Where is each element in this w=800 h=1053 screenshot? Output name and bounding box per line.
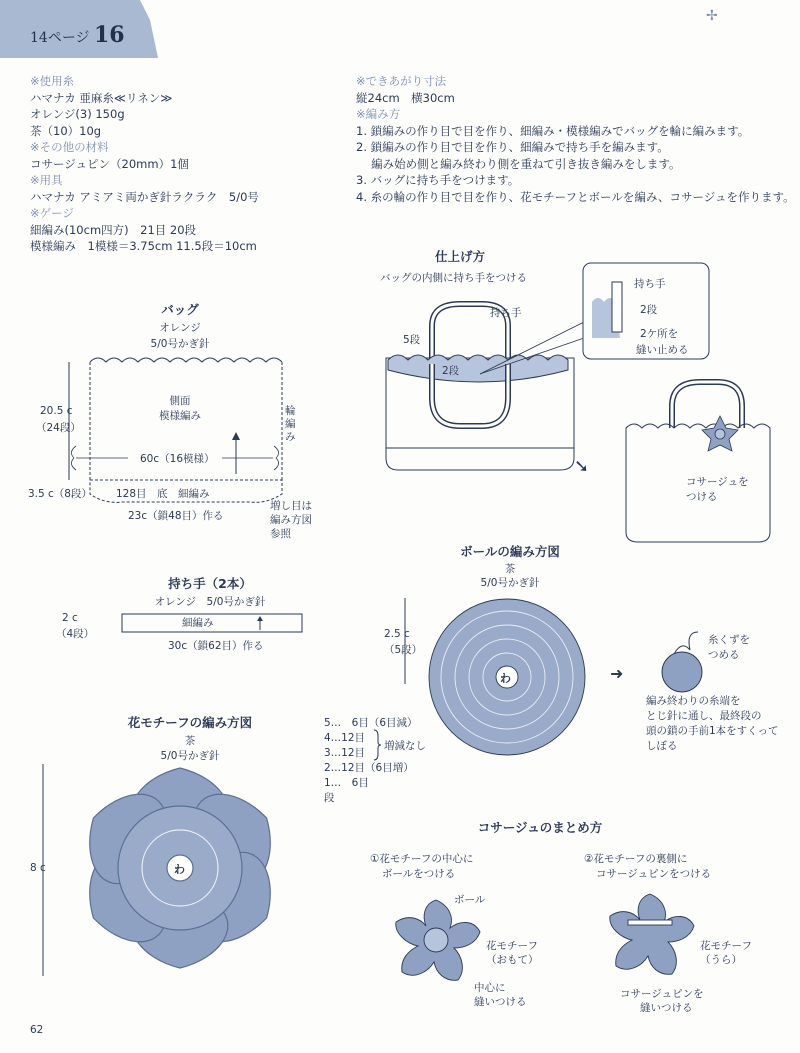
handle-strip xyxy=(120,612,320,636)
assembly-pin-2: 縫いつける xyxy=(640,1002,693,1014)
assembly-back-1: 花モチーフ xyxy=(700,940,752,952)
ball-row: 段 xyxy=(324,792,335,804)
assembly-step1: ①花モチーフの中心に ボールをつける xyxy=(370,853,474,880)
handle-height: 2 c xyxy=(62,612,78,624)
page-number: 62 xyxy=(30,1024,44,1036)
pattern-number: 16 xyxy=(94,22,125,48)
other-item: コサージュピン（20mm）1個 xyxy=(30,156,189,171)
tools-item: ハマナカ アミアミ両かぎ針ラクラク 5/0号 xyxy=(30,189,259,204)
ball-arrow-icon: ➜ xyxy=(610,664,624,683)
yarn-orange: オレンジ(3) 150g xyxy=(30,107,125,121)
bag-width: 60c（16模様） xyxy=(140,453,215,465)
detail-sew-2: 縫い止める xyxy=(636,344,689,356)
ball-center-label: わ xyxy=(500,672,511,685)
bag-increase-1: 増し目は xyxy=(270,500,312,512)
assembly-front-1: 花モチーフ xyxy=(486,940,538,952)
gauge-line-1: 細編み(10cm四方) 21目 20段 xyxy=(30,222,197,237)
assembly-center-1: 中心に xyxy=(474,982,506,994)
ball-size-rows: （5段） xyxy=(384,644,423,656)
ball-stuff-2: つめる xyxy=(708,649,740,661)
corsage-attach-1: コサージュを xyxy=(686,476,749,488)
finish-label: ※できあがり寸法 xyxy=(356,74,447,88)
bag-height-rows: （24段） xyxy=(36,422,81,434)
assembly-center-2: 縫いつける xyxy=(474,996,527,1008)
ball-row: 5… 6目（6目減） xyxy=(324,717,418,729)
bag-base-label: 128目 底 細編み xyxy=(116,488,210,500)
finishing-arrow-icon: ➘ xyxy=(574,456,590,477)
corsage-attach-2: つける xyxy=(686,491,718,503)
bag-round-1: 輪 xyxy=(285,405,296,417)
flower-center-label: わ xyxy=(174,863,185,876)
handle-stitch: 細編み xyxy=(182,617,214,629)
finish-value: 縦24cm 横30cm xyxy=(356,90,455,105)
ball-stuff-1: 糸くずを xyxy=(708,634,750,646)
flower-color: 茶 xyxy=(184,735,196,747)
howto-step: 3. バッグに持ち手をつけます。 xyxy=(356,173,520,187)
ball-no-change: 増減なし xyxy=(384,740,426,752)
finishing-title: 仕上げ方 xyxy=(434,249,485,264)
bag-title: バッグ xyxy=(161,302,199,317)
bag-hook: 5/0号かぎ針 xyxy=(150,338,210,350)
finishing-subtitle: バッグの内側に持ち手をつける xyxy=(380,272,527,284)
handle-title: 持ち手（2本） xyxy=(168,576,252,591)
assembly-front-2: （おもて） xyxy=(486,954,539,966)
ball-color: 茶 xyxy=(504,563,516,575)
gauge-label: ※ゲージ xyxy=(30,206,74,220)
bag-round-2: 編 xyxy=(285,418,296,430)
bag-color: オレンジ xyxy=(159,322,201,334)
bag-height: 20.5 c xyxy=(40,405,73,417)
ball-hook: 5/0号かぎ針 xyxy=(480,577,540,589)
ball-row: 1… 6目 xyxy=(324,777,369,789)
assembly-step2: ②花モチーフの裏側に コサージュピンをつける xyxy=(584,853,712,880)
ball-rows xyxy=(324,716,418,806)
handle-start: 30c（鎖62目）作る xyxy=(168,640,264,652)
detail-sew-1: 2ケ所を xyxy=(640,328,679,340)
assembly-title: コサージュのまとめ方 xyxy=(477,820,603,835)
assembly-ball: ボール xyxy=(454,894,486,906)
tools-label: ※用具 xyxy=(30,173,63,187)
handle-height-rows: （4段） xyxy=(56,628,95,640)
ball-end-note: 編み終わりの糸端を とじ針に通し、最終段の 頭の鎖の手前1本をすくって しぼる xyxy=(646,695,779,752)
finishing-row2: 2段 xyxy=(442,365,460,377)
flower-hook: 5/0号かぎ針 xyxy=(160,750,220,762)
ball-title: ボールの編み方図 xyxy=(460,544,560,559)
howto-step: 2. 鎖編みの作り目で目を作り、細編みで持ち手を編みます。 xyxy=(356,140,669,154)
assembly-back xyxy=(594,880,704,980)
bag-increase-3: 参照 xyxy=(270,528,291,540)
detail-row2: 2段 xyxy=(640,304,658,316)
ball-row: 2…12目（6目増） xyxy=(324,762,414,774)
corner-mark-icon: ✢ xyxy=(706,8,718,24)
gauge-line-2: 模様編み 1模様＝3.75cm 11.5段＝10cm xyxy=(30,239,257,253)
method-block xyxy=(356,73,795,205)
ball-row: 4…12目 xyxy=(324,732,366,744)
assembly-back-2: （うら） xyxy=(700,954,742,966)
bag-increase-2: 編み方図 xyxy=(270,514,312,526)
finished-bag xyxy=(622,376,782,548)
howto-step: 1. 鎖編みの作り目で目を作り、細編み・模様編みでバッグを輪に編みます。 xyxy=(356,123,750,138)
detail-handle: 持ち手 xyxy=(634,278,666,290)
flower-size: 8 c xyxy=(30,862,46,874)
flower-title: 花モチーフの編み方図 xyxy=(127,715,253,730)
ball-size: 2.5 c xyxy=(384,628,410,640)
ball-brace xyxy=(372,728,382,762)
bag-base-height: 3.5 c（8段） xyxy=(28,488,92,500)
yarn-brown: 茶（10）10g xyxy=(30,123,102,138)
yarn-name: ハマナカ 亜麻糸≪リネン≫ xyxy=(30,90,173,105)
other-label: ※その他の材料 xyxy=(30,140,109,154)
bag-side-label: 側面 xyxy=(169,395,191,407)
ball-row: 3…12目 xyxy=(324,747,366,759)
howto-step: 編み始め側と編み終わり側を重ねて引き抜き編みをします。 xyxy=(356,156,681,171)
assembly-pin-1: コサージュピンを xyxy=(620,988,704,1000)
handle-spec: オレンジ 5/0号かぎ針 xyxy=(154,596,266,608)
bag-base-start: 23c（鎖48目）作る xyxy=(128,510,224,522)
yarn-label: ※使用糸 xyxy=(30,74,75,88)
finishing-handle: 持ち手 xyxy=(490,307,522,319)
finishing-row5: 5段 xyxy=(403,334,421,346)
page-reference: 14ページ 16 xyxy=(30,22,125,48)
bag-side-stitch: 模様編み xyxy=(159,410,201,422)
materials-block xyxy=(30,73,259,255)
ball-size-dim xyxy=(400,598,410,684)
howto-step: 4. 糸の輪の作り目で目を作り、花モチーフとボールを編み、コサージュを作ります。 xyxy=(356,189,795,204)
howto-label: ※編み方 xyxy=(356,107,401,121)
bag-round-3: み xyxy=(285,431,296,443)
